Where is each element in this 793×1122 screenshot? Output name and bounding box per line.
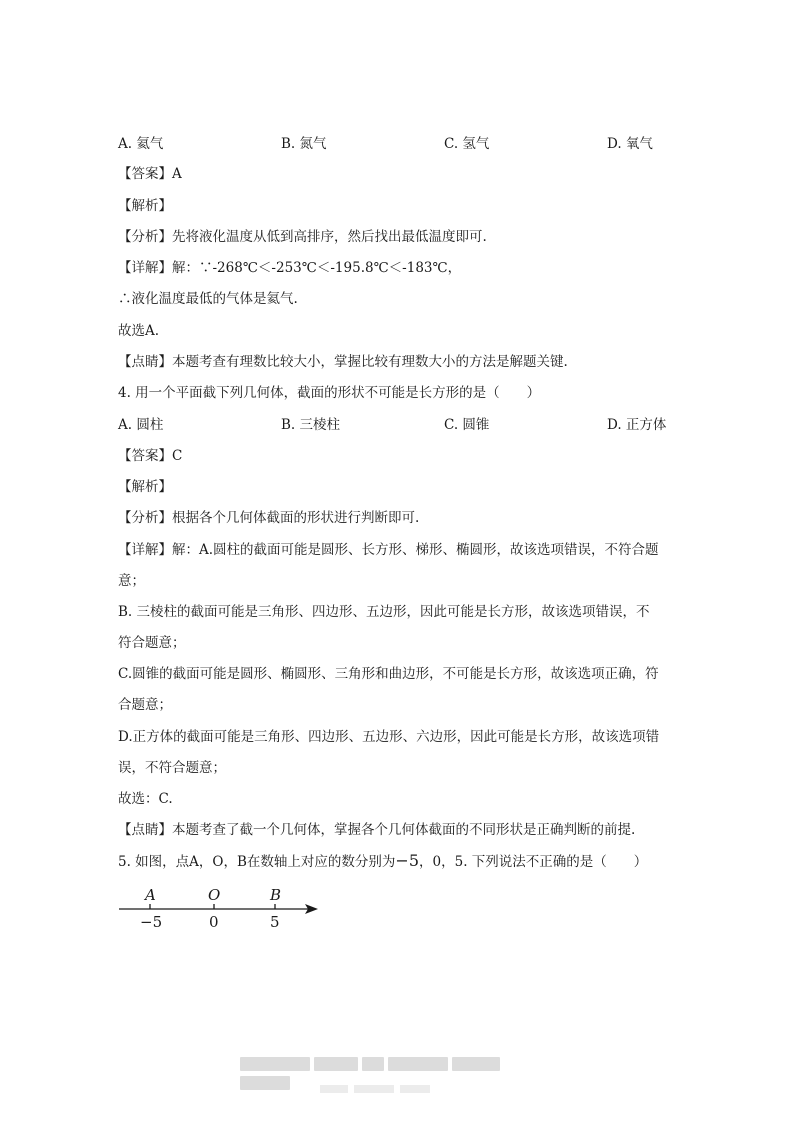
q4-option-b: B. 三棱柱 [281,417,341,433]
q3-option-b: B. 氮气 [281,136,327,152]
q3-answer: 【答案】A [118,166,182,182]
point-value-b: 5 [270,913,280,931]
q4-jiexi-heading: 【解析】 [118,479,172,495]
q3-option-d: D. 氧气 [607,136,653,152]
q4-analysis: 【分析】根据各个几何体截面的形状进行判断即可. [118,510,420,526]
footer-watermark [240,1056,556,1070]
q3-detail: 【详解】解：∵-268℃＜-253℃＜-195.8℃＜-183℃， [118,260,462,276]
point-label-a: A [145,886,156,904]
q3-comment: 【点睛】本题考查有理数比较大小，掌握比较有理数大小的方法是解题关键. [118,354,568,370]
q4-detail-line2: 意； [118,573,145,589]
q3-option-a: A. 氦气 [118,136,164,152]
number-line-figure [115,882,325,932]
q4-b-line1: B. 三棱柱的截面可能是三角形、四边形、五边形，因此可能是长方形，故该选项错误，不 [118,604,650,620]
q4-stem: 4. 用一个平面截下列几何体，截面的形状不可能是长方形的是（ ） [118,385,541,401]
point-value-a: −5 [140,913,163,931]
q4-choice: 故选：C. [118,791,173,807]
q4-option-d: D. 正方体 [607,417,667,433]
q3-jiexi-heading: 【解析】 [118,198,172,214]
q5-stem-part1: 5. 如图，点A，O，B在数轴上对应的数分别为 [118,854,396,870]
q4-b-line2: 符合题意； [118,635,186,651]
q4-d-line2: 误，不符合题意； [118,760,226,776]
point-value-o: 0 [209,913,219,931]
q4-detail-line1: 【详解】解：A.圆柱的截面可能是圆形、长方形、梯形、椭圆形，故该选项错误，不符合题 [118,542,659,558]
q4-option-c: C. 圆锥 [444,417,490,433]
q3-option-c: C. 氢气 [444,136,490,152]
q3-analysis: 【分析】先将液化温度从低到高排序，然后找出最低温度即可. [118,229,487,245]
q4-option-a: A. 圆柱 [118,417,164,433]
q3-conclusion: ∴液化温度最低的气体是氦气. [118,291,298,307]
footer-watermark-sub [320,1078,450,1086]
q5-stem-part2: ，0，5. 下列说法不正确的是（ ） [419,854,648,870]
q5-stem [118,852,647,871]
q4-answer: 【答案】C [118,448,183,464]
q3-choice: 故选A. [118,323,160,339]
q5-stem-number: −5 [395,851,420,870]
point-label-o: O [208,886,221,904]
q4-c-line2: 合题意； [118,697,172,713]
point-label-b: B [270,886,282,904]
q4-d-line1: D.正方体的截面可能是三角形、四边形、五边形、六边形，因此可能是长方形，故该选项错 [118,729,660,745]
q4-c-line1: C.圆锥的截面可能是圆形、椭圆形、三角形和曲边形，不可能是长方形，故该选项正确，符 [118,666,659,682]
q4-comment: 【点睛】本题考查了截一个几何体，掌握各个几何体截面的不同形状是正确判断的前提. [118,822,636,838]
